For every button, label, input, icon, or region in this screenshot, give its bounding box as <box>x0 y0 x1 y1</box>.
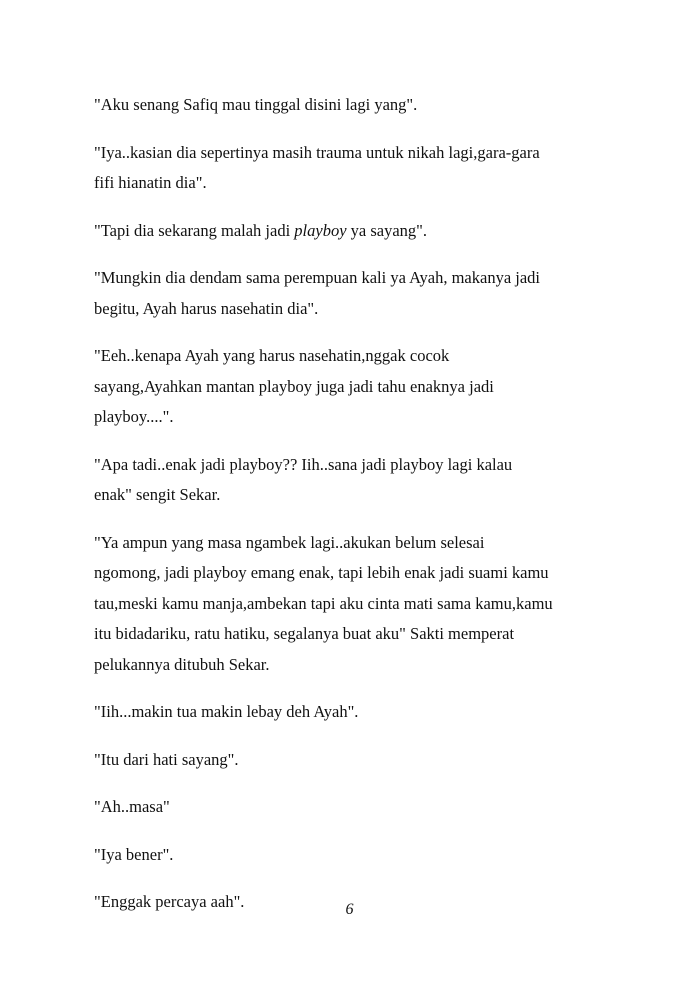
text-line: tau,meski kamu manja,ambekan tapi aku cinta mati sama kamu,kamu <box>94 593 553 613</box>
text-line: "Mungkin dia dendam sama perempuan kali ya Ayah, makanya jadi <box>94 268 541 287</box>
text-line: "Apa tadi..enak jadi playboy?? Iih..sana jadi playboy lagi kalau <box>94 454 513 474</box>
text-line: pelukannya ditubuh Sekar. <box>94 654 270 674</box>
paragraph-4 <box>94 263 614 324</box>
paragraph-9 <box>94 745 614 776</box>
text-line: "Ya ampun yang masa ngambek lagi..akukan belum selesai <box>94 532 485 552</box>
page-number: 6 <box>345 901 354 918</box>
paragraph-2 <box>94 138 614 199</box>
text-line: begitu, Ayah harus nasehatin dia". <box>94 298 319 318</box>
paragraph-11 <box>94 840 614 871</box>
text-line: "Itu dari hati sayang". <box>94 749 239 769</box>
italic-word: playboy <box>294 220 347 240</box>
text-line: "Iya..kasian dia sepertinya masih trauma untuk nikah lagi,gara-gara <box>94 142 540 162</box>
text-line: "Aku senang Safiq mau tinggal disini lagi yang". <box>94 95 418 114</box>
text-segment: ya sayang". <box>346 220 428 240</box>
text-line: "Ah..masa" <box>94 797 170 816</box>
paragraph-6 <box>94 450 614 511</box>
text-line: enak" sengit Sekar. <box>94 485 221 504</box>
paragraph-1 <box>94 90 614 121</box>
paragraph-3 <box>94 216 614 247</box>
paragraph-7 <box>94 528 614 681</box>
paragraph-5 <box>94 341 614 433</box>
paragraph-8 <box>94 697 614 728</box>
body-text <box>94 90 614 935</box>
text-line: "Iya bener". <box>94 844 174 864</box>
text-line: playboy....". <box>94 407 174 426</box>
text-line: ngomong, jadi playboy emang enak, tapi lebih enak jadi suami kamu <box>94 563 549 582</box>
text-line: "Enggak percaya aah". <box>94 892 245 911</box>
text-line: fifi hianatin dia". <box>94 173 207 192</box>
text-line: itu bidadariku, ratu hatiku, segalanya buat aku" Sakti memperat <box>94 624 515 643</box>
text-line: "Eeh..kenapa Ayah yang harus nasehatin,nggak cocok <box>94 346 450 365</box>
text-line: "Iih...makin tua makin lebay deh Ayah". <box>94 702 359 721</box>
text-line: sayang,Ayahkan mantan playboy juga jadi tahu enaknya jadi <box>94 376 494 396</box>
paragraph-10 <box>94 792 614 823</box>
text-segment: "Tapi dia sekarang malah jadi <box>94 220 295 240</box>
